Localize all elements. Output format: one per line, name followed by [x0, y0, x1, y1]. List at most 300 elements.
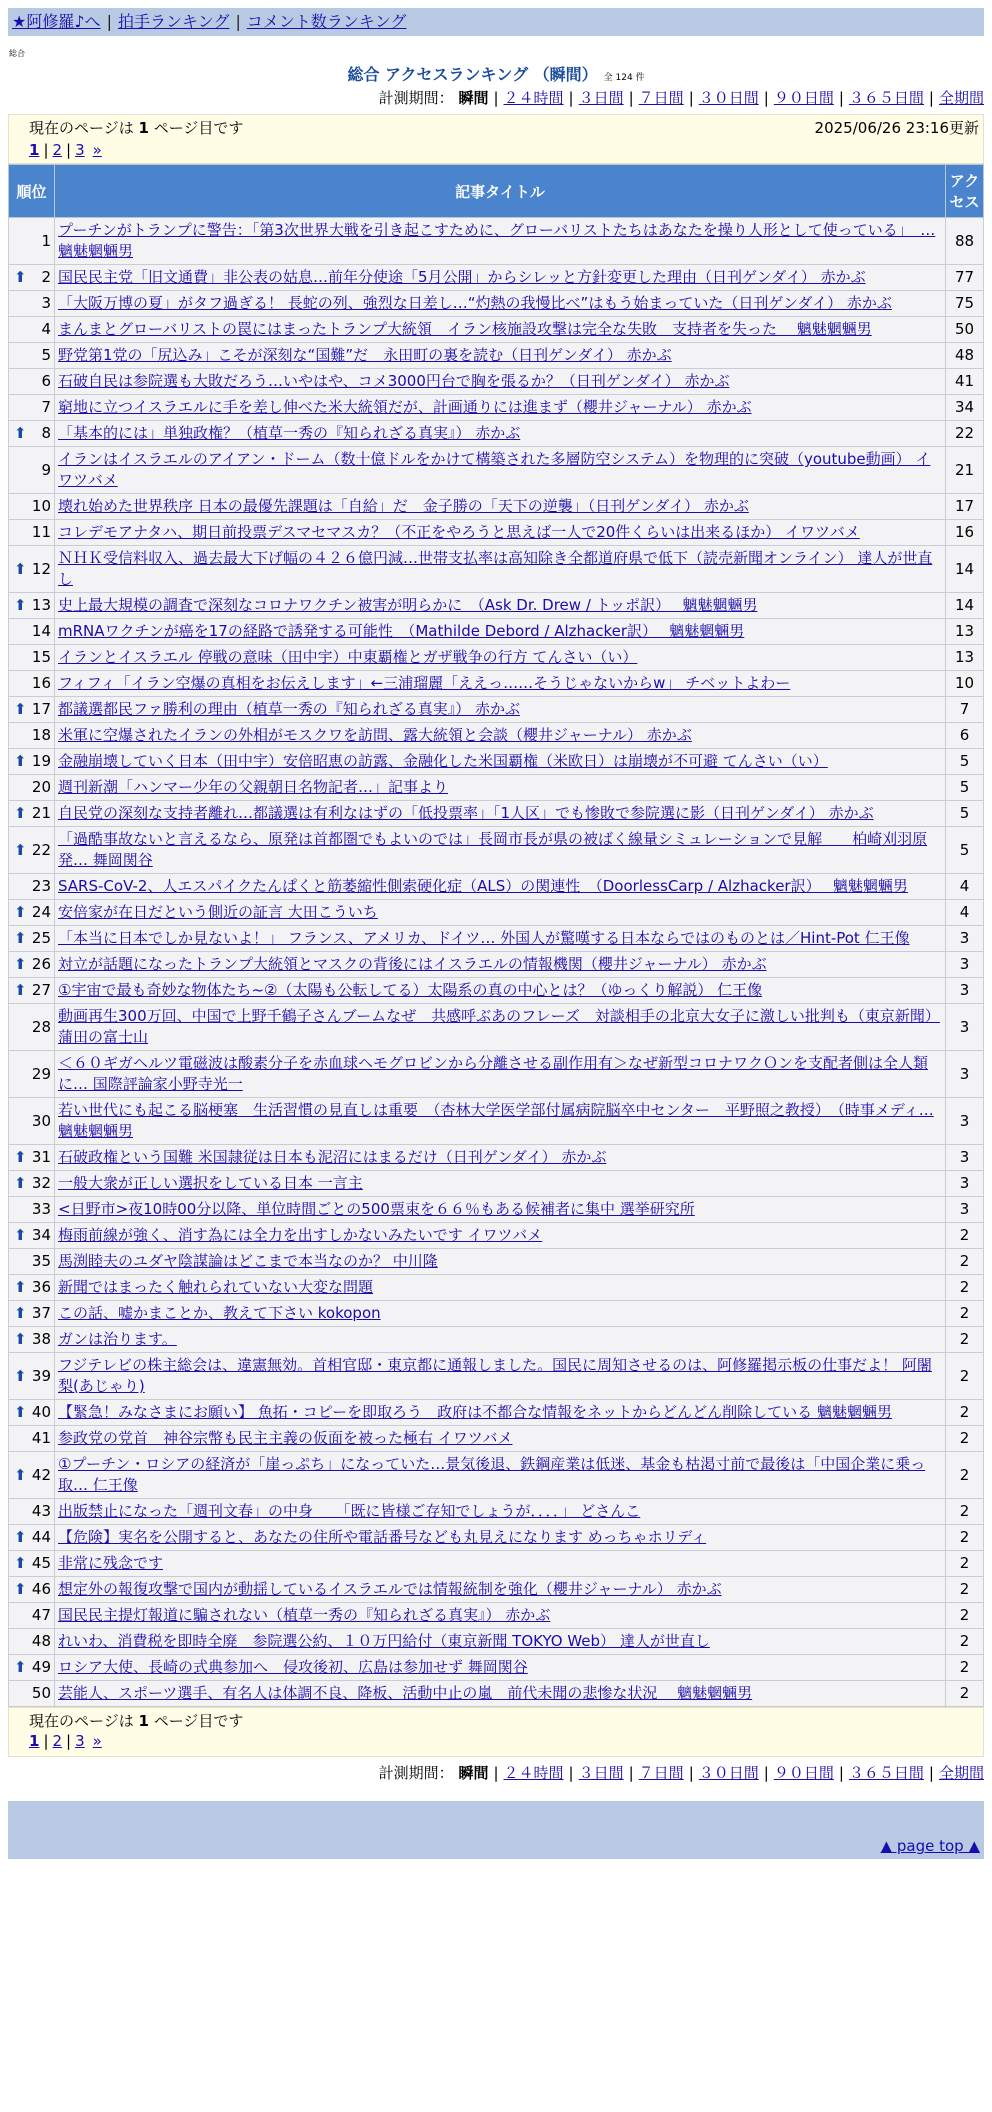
up-arrow-icon: ⬆ [14, 1465, 27, 1484]
article-link[interactable]: 米軍に空爆されたイランの外相がモスクワを訪問、露大統領と会談（櫻井ジャーナル） 赤かぶ [58, 726, 692, 744]
period-option[interactable]: ９０日間 [773, 1764, 834, 1782]
title-cell [55, 1098, 946, 1145]
article-link[interactable]: 若い世代にも起こる脳梗塞 生活習慣の見直しは重要 （杏林大学医学部付属病院脳卒中センター 平野照之教授） （時事メディ… 魑魅魍魎男 [58, 1101, 934, 1140]
rank-cell [9, 317, 55, 343]
rank-number: 13 [31, 596, 51, 614]
rank-number: 27 [31, 981, 51, 999]
access-count: 13 [946, 645, 984, 671]
category-tag: 総合 [9, 49, 25, 58]
rank-cell [9, 1171, 55, 1197]
article-link[interactable]: 「過酷事故ないと言えるなら、原発は首都圏でもよいのでは」長岡市長が県の被ばく線量シミュレーションで見解 柏崎刈羽原発… 舞岡関谷 [58, 830, 928, 869]
period-option[interactable]: ３６５日間 [848, 1764, 924, 1782]
access-count: 34 [946, 395, 984, 421]
period-separator: | [928, 1764, 934, 1782]
ranking-row [9, 1249, 984, 1275]
access-count: 14 [946, 593, 984, 619]
rank-cell [9, 1655, 55, 1681]
title-cell [55, 1051, 946, 1098]
period-label: 計測期間： [378, 89, 454, 107]
access-count: 2 [946, 1249, 984, 1275]
title-cell [55, 1327, 946, 1353]
ranking-row [9, 395, 984, 421]
page-info-text: 現在のページは 1 ページ目です [29, 119, 244, 137]
article-link[interactable]: 馬渕睦夫のユダヤ陰謀論はどこまで本当なのか？ 中川隆 [58, 1252, 438, 1270]
access-count: 3 [946, 1098, 984, 1145]
rank-cell [9, 1577, 55, 1603]
rank-cell [9, 520, 55, 546]
rank-number: 20 [31, 778, 51, 796]
access-count: 14 [946, 546, 984, 593]
title-cell [55, 1145, 946, 1171]
ranking-row [9, 494, 984, 520]
period-option[interactable]: ３６５日間 [848, 89, 924, 107]
ranking-row [9, 1452, 984, 1499]
rank-number: 49 [31, 1658, 51, 1676]
period-option[interactable]: ７日間 [638, 89, 684, 107]
rank-cell [9, 697, 55, 723]
up-arrow-icon: ⬆ [14, 981, 27, 999]
rank-cell [9, 645, 55, 671]
up-arrow-icon: ⬆ [14, 1330, 27, 1348]
article-link[interactable]: 参政党の党首 神谷宗幣も民主主義の仮面を被った極右 イワツバメ [58, 1429, 513, 1447]
article-link[interactable]: 石破政権という国難 米国隷従は日本も泥沼にはまるだけ（日刊ゲンダイ） 赤かぶ [58, 1148, 607, 1166]
rank-number: 30 [31, 1111, 51, 1130]
rank-number: 36 [31, 1278, 51, 1296]
rank-number: 14 [31, 622, 51, 640]
title-cell [55, 343, 946, 369]
access-count: 4 [946, 874, 984, 900]
article-link[interactable]: 一般大衆が正しい選択をしている日本 一言主 [58, 1174, 363, 1192]
page-link-1[interactable]: 1 [29, 141, 40, 159]
ranking-row [9, 1197, 984, 1223]
access-count: 2 [946, 1681, 984, 1707]
rank-number: 7 [41, 398, 51, 416]
rank-number: 37 [31, 1304, 51, 1322]
period-option: 瞬間 [458, 89, 489, 107]
article-link[interactable]: 対立が話題になったトランプ大統領とマスクの背後にはイスラエルの情報機関（櫻井ジャーナル） 赤かぶ [58, 955, 767, 973]
ranking-row [9, 978, 984, 1004]
rank-cell [9, 671, 55, 697]
article-link[interactable]: mRNAワクチンが癌を17の経路で誘発する可能性 （Mathilde Debord / Alzhacker訳） 魑魅魍魎男 [58, 622, 745, 640]
access-count: 2 [946, 1603, 984, 1629]
updated-timestamp: 2025/06/26 23:16更新 [814, 119, 979, 137]
rank-cell [9, 494, 55, 520]
period-separator: | [628, 1764, 634, 1782]
rank-number: 46 [31, 1580, 51, 1598]
rank-cell [9, 1426, 55, 1452]
title-cell [55, 1223, 946, 1249]
title-cell [55, 494, 946, 520]
rank-cell [9, 1301, 55, 1327]
article-link[interactable]: 安倍家が在日だという側近の証言 大田こういち [58, 903, 378, 921]
period-option[interactable]: ９０日間 [773, 89, 834, 107]
rank-number: 50 [31, 1684, 51, 1702]
article-link[interactable]: ①プーチン・ロシアの経済が「崖っぷち」になっていた…景気後退、鉄鋼産業は低迷、基金も枯渇寸前で最後は「中国企業に乗っ取… 仁王像 [58, 1455, 926, 1494]
title-cell [55, 1551, 946, 1577]
ranking-row [9, 447, 984, 494]
ranking-row [9, 1577, 984, 1603]
ranking-row [9, 546, 984, 593]
rank-number: 48 [31, 1632, 51, 1650]
ranking-row [9, 1223, 984, 1249]
pager-top: 1 | 2 | 3 » [29, 141, 102, 159]
access-count: 2 [946, 1223, 984, 1249]
access-count: 13 [946, 619, 984, 645]
ranking-row [9, 291, 984, 317]
article-link[interactable]: 都議選都民ファ勝利の理由（植草一秀の『知られざる真実』） 赤かぶ [58, 700, 520, 718]
ranking-row [9, 1145, 984, 1171]
rank-number: 25 [31, 929, 51, 947]
rank-cell [9, 546, 55, 593]
article-link[interactable]: この話、嘘かまことか、教えて下さい kokopon [58, 1304, 381, 1322]
article-link[interactable]: 芸能人、スポーツ選手、有名人は体調不良、降板、活動中止の嵐 前代未聞の悲惨な状況 魑魅魍魎男 [58, 1684, 753, 1702]
ranking-row [9, 1499, 984, 1525]
period-separator: | [838, 1764, 844, 1782]
article-link[interactable]: ＮＨＫ受信料収入、過去最大下げ幅の４２６億円減…世帯支払率は高知除き全都道府県で低下（読売新聞オンライン） 達人が世直し [58, 549, 933, 588]
access-count: 2 [946, 1577, 984, 1603]
rank-number: 44 [31, 1528, 51, 1546]
article-link[interactable]: 【危険】実名を公開すると、あなたの住所や電話番号なども丸見えになります めっちゃホリディ [58, 1528, 707, 1546]
rank-number: 28 [31, 1017, 51, 1036]
article-link[interactable]: 「基本的には」単独政権？（植草一秀の『知られざる真実』） 赤かぶ [58, 424, 521, 442]
next-page-link[interactable]: » [92, 1732, 102, 1750]
rank-number: 18 [31, 726, 51, 744]
rank-cell [9, 801, 55, 827]
title-cell [55, 900, 946, 926]
period-separator: | [688, 1764, 694, 1782]
period-separator: | [838, 89, 844, 107]
access-header: アクセス [946, 165, 984, 218]
ranking-row [9, 1171, 984, 1197]
access-count: 2 [946, 1426, 984, 1452]
article-link[interactable]: ①宇宙で最も奇妙な物体たち~②（太陽も公転してる）太陽系の真の中心とは？（ゆっくり解説） 仁王像 [58, 981, 763, 999]
article-link[interactable]: 石破自民は参院選も大敗だろう…いやはや、コメ3000円台で胸を張るか？（日刊ゲンダイ） 赤かぶ [58, 372, 730, 390]
rank-number: 47 [31, 1606, 51, 1624]
up-arrow-icon: ⬆ [14, 1304, 27, 1322]
title-cell [55, 1603, 946, 1629]
rank-number: 8 [41, 424, 51, 442]
rank-number: 1 [41, 231, 51, 250]
access-count: 4 [946, 900, 984, 926]
article-link[interactable]: 【緊急！みなさまにお願い】 魚拓・コピーを即取ろう 政府は不都合な情報をネットからどんどん削除している 魑魅魍魎男 [58, 1403, 892, 1421]
page-info-bottom [8, 1707, 984, 1757]
period-option[interactable]: ３０日間 [698, 1764, 759, 1782]
rank-number: 6 [41, 372, 51, 390]
ranking-table [8, 164, 984, 1707]
page-link-3[interactable]: 3 [75, 141, 85, 159]
rank-cell [9, 1145, 55, 1171]
rank-cell [9, 1051, 55, 1098]
pager-bottom: 1 | 2 | 3 » [29, 1732, 102, 1750]
ranking-row [9, 593, 984, 619]
page-top-bar [8, 1833, 984, 1859]
ranking-row [9, 1629, 984, 1655]
up-arrow-icon: ⬆ [14, 840, 27, 859]
up-arrow-icon: ⬆ [14, 804, 27, 822]
ranking-row [9, 827, 984, 874]
rank-cell [9, 421, 55, 447]
rank-cell [9, 900, 55, 926]
period-option[interactable]: ２４時間 [503, 1764, 564, 1782]
title-cell [55, 520, 946, 546]
page-top-link[interactable]: ▲ page top ▲ [880, 1837, 980, 1855]
access-count: 3 [946, 952, 984, 978]
page-link-3[interactable]: 3 [75, 1732, 85, 1750]
title-cell [55, 952, 946, 978]
article-link[interactable]: 国民民主党「旧文通費」非公表の姑息…前年分使途「5月公開」からシレッと方針変更した理由（日刊ゲンダイ） 赤かぶ [58, 268, 866, 286]
ranking-row [9, 1353, 984, 1400]
access-count: 88 [946, 218, 984, 265]
ranking-row [9, 1551, 984, 1577]
period-option: 瞬間 [458, 1764, 489, 1782]
article-link[interactable]: 壊れ始めた世界秩序 日本の最優先課題は「自給」だ 金子勝の「天下の逆襲」（日刊ゲンダイ） 赤かぶ [58, 497, 749, 515]
rank-number: 2 [41, 268, 51, 286]
up-arrow-icon: ⬆ [14, 929, 27, 947]
title-cell [55, 1301, 946, 1327]
up-arrow-icon: ⬆ [14, 1174, 27, 1192]
article-link[interactable]: ガンは治ります。 [58, 1330, 177, 1348]
rank-cell [9, 978, 55, 1004]
rank-cell [9, 874, 55, 900]
article-link[interactable]: 「大阪万博の夏」がタフ過ぎる！ 長蛇の列、強烈な日差し…“灼熱の我慢比べ”はもう始まっていた（日刊ゲンダイ） 赤かぶ [58, 294, 892, 312]
access-count: 50 [946, 317, 984, 343]
page-link-1[interactable]: 1 [29, 1732, 40, 1750]
title-cell [55, 1577, 946, 1603]
title-cell [55, 827, 946, 874]
access-count: 5 [946, 775, 984, 801]
article-link[interactable]: 梅雨前線が強く、消す為には全力を出すしかないみたいです イワツバメ [58, 1226, 543, 1244]
article-link[interactable]: イランはイスラエルのアイアン・ドーム（数十億ドルをかけて構築された多層防空システム）を物理的に突破（youtube動画） イワツバメ [58, 450, 931, 489]
period-separator: | [568, 1764, 574, 1782]
footer-bar [8, 1801, 984, 1833]
article-link[interactable]: プーチンがトランプに警告：「第3次世界大戦を引き起こすために、グローバリストたちはあなたを操り人形として使っている」 … 魑魅魍魎男 [58, 221, 936, 260]
rank-number: 17 [31, 700, 51, 718]
period-option[interactable]: 全期間 [938, 1764, 984, 1782]
article-link[interactable]: 国民民主提灯報道に騙されない（植草一秀の『知られざる真実』） 赤かぶ [58, 1606, 551, 1624]
title-cell [55, 218, 946, 265]
title-cell [55, 645, 946, 671]
up-arrow-icon: ⬆ [14, 559, 27, 578]
title-cell [55, 1426, 946, 1452]
article-link[interactable]: 非常に残念です [58, 1554, 164, 1572]
access-count: 5 [946, 801, 984, 827]
rank-cell [9, 926, 55, 952]
period-option[interactable]: ３０日間 [698, 89, 759, 107]
period-option[interactable]: 全期間 [938, 89, 984, 107]
article-link[interactable]: 新聞ではまったく触れられていない大変な問題 [58, 1278, 374, 1296]
period-option[interactable]: ７日間 [638, 1764, 684, 1782]
title-cell [55, 1681, 946, 1707]
ranking-row [9, 723, 984, 749]
rank-cell [9, 1223, 55, 1249]
access-count: 2 [946, 1452, 984, 1499]
rank-number: 21 [31, 804, 51, 822]
rank-number: 38 [31, 1330, 51, 1348]
ranking-row [9, 520, 984, 546]
article-link[interactable]: 動画再生300万回、中国で上野千鶴子さんブームなぜ 共感呼ぶあのフレーズ 対談相手の北京大女子に激しい批判も（東京新聞） 蒲田の富士山 [58, 1007, 940, 1046]
access-count: 7 [946, 697, 984, 723]
access-count: 6 [946, 723, 984, 749]
title-cell [55, 1499, 946, 1525]
title-cell [55, 265, 946, 291]
up-arrow-icon: ⬆ [14, 424, 27, 442]
rank-cell [9, 619, 55, 645]
period-separator: | [493, 1764, 499, 1782]
access-count: 2 [946, 1353, 984, 1400]
title-cell [55, 546, 946, 593]
period-option[interactable]: ３日間 [578, 1764, 624, 1782]
rank-cell [9, 1603, 55, 1629]
article-link[interactable]: 出版禁止になった「週刊文春」の中身 「既に皆様ご存知でしょうが．．．．」 どさんこ [58, 1502, 641, 1520]
ranking-row [9, 1301, 984, 1327]
nav-separator: | [235, 12, 241, 31]
article-link[interactable]: フィフィ「イラン空爆の真相をお伝えします」←三浦瑠麗「ええっ……そうじゃないからw」 チベットよわー [58, 674, 791, 692]
rank-number: 3 [41, 294, 51, 312]
up-arrow-icon: ⬆ [14, 1403, 27, 1421]
access-count: 2 [946, 1275, 984, 1301]
title-cell [55, 291, 946, 317]
ranking-row [9, 1004, 984, 1051]
title-cell [55, 749, 946, 775]
rank-number: 16 [31, 674, 51, 692]
ranking-row [9, 619, 984, 645]
access-count: 5 [946, 827, 984, 874]
title-header: 記事タイトル [55, 165, 946, 218]
article-link[interactable]: 週刊新潮「ハンマー少年の父親朝日名物記者…」記事より [58, 778, 449, 796]
access-count: 3 [946, 1145, 984, 1171]
up-arrow-icon: ⬆ [14, 1148, 27, 1166]
rank-cell [9, 1275, 55, 1301]
rank-cell [9, 593, 55, 619]
access-count: 41 [946, 369, 984, 395]
rank-cell [9, 1551, 55, 1577]
up-arrow-icon: ⬆ [14, 596, 27, 614]
title-cell [55, 775, 946, 801]
access-count: 2 [946, 1551, 984, 1577]
article-link[interactable]: フジテレビの株主総会は、違憲無効。首相官邸・東京都に通報しました。国民に周知させるのは、阿修羅掲示板の仕事だよ！ 阿闍梨(あじゃり) [58, 1356, 932, 1395]
title-cell [55, 671, 946, 697]
comment-ranking-link[interactable]: コメント数ランキング [246, 12, 407, 31]
article-link[interactable]: 金融崩壊していく日本（田中宇）安倍昭恵の訪露、金融化した米国覇権（米欧日）は崩壊が不可避 てんさい（い） [58, 752, 828, 770]
rank-number: 11 [31, 523, 51, 541]
total-count: 全 124 件 [603, 73, 645, 83]
ranking-row [9, 1681, 984, 1707]
up-arrow-icon: ⬆ [14, 1226, 27, 1244]
nav-separator: | [106, 12, 112, 31]
page-link-2[interactable]: 2 [52, 141, 63, 159]
period-option[interactable]: ３日間 [578, 89, 624, 107]
rank-cell [9, 723, 55, 749]
applause-ranking-link[interactable]: 拍手ランキング [117, 12, 230, 31]
article-link[interactable]: れいわ、消費税を即時全廃 参院選公約、１０万円給付（東京新聞 TOKYO Web） 達人が世直し [58, 1632, 710, 1650]
period-separator: | [568, 89, 574, 107]
rank-cell [9, 775, 55, 801]
up-arrow-icon: ⬆ [14, 752, 27, 770]
ranking-row [9, 1426, 984, 1452]
rank-cell [9, 1327, 55, 1353]
title-cell [55, 1400, 946, 1426]
article-link[interactable]: 史上最大規模の調査で深刻なコロナワクチン被害が明らかに （Ask Dr. Drew / トッポ訳） 魑魅魍魎男 [58, 596, 758, 614]
period-separator: | [688, 89, 694, 107]
rank-number: 32 [31, 1174, 51, 1192]
rank-cell [9, 218, 55, 265]
access-count: 16 [946, 520, 984, 546]
title-cell [55, 1629, 946, 1655]
rank-cell [9, 369, 55, 395]
rank-cell [9, 1499, 55, 1525]
page-link-2[interactable]: 2 [52, 1732, 63, 1750]
rank-number: 10 [31, 497, 51, 515]
article-link[interactable]: ロシア大使、長崎の式典参加へ 侵攻後初、広島は参加せず 舞岡関谷 [58, 1658, 528, 1676]
title-cell [55, 1171, 946, 1197]
ranking-row [9, 1098, 984, 1145]
title-cell [55, 801, 946, 827]
ranking-row [9, 900, 984, 926]
rank-header: 順位 [9, 165, 55, 218]
ranking-row [9, 1275, 984, 1301]
access-count: 2 [946, 1327, 984, 1353]
access-count: 17 [946, 494, 984, 520]
rank-number: 15 [31, 648, 51, 666]
article-link[interactable]: ＜６０ギガヘルツ電磁波は酸素分子を赤血球ヘモグロビンから分離させる副作用有＞なぜ新型コロナワクＯンを支配者側は全人類に… 国際評論家小野寺光一 [58, 1054, 929, 1093]
rank-cell [9, 1525, 55, 1551]
rank-number: 31 [31, 1148, 51, 1166]
period-option[interactable]: ２４時間 [503, 89, 564, 107]
title-cell [55, 874, 946, 900]
access-count: 21 [946, 447, 984, 494]
article-link[interactable]: コレデモアナタハ、期日前投票デスマセマスカ？（不正をやろうと思えば一人で20件くらいは出来るほか） イワツバメ [58, 523, 860, 541]
article-link[interactable]: <日野市>夜10時00分以降、単位時間ごとの500票束を６６％もある候補者に集中 選挙研究所 [58, 1200, 695, 1218]
article-link[interactable]: 窮地に立つイスラエルに手を差し伸べた米大統領だが、計画通りには進まず（櫻井ジャーナル） 赤かぶ [58, 398, 752, 416]
article-link[interactable]: まんまとグローバリストの罠にはまったトランプ大統領 イラン核施設攻撃は完全な失敗 支持者を失った 魑魅魍魎男 [58, 320, 872, 338]
rank-number: 34 [31, 1226, 51, 1244]
period-separator: | [493, 89, 499, 107]
rank-number: 33 [31, 1200, 51, 1218]
rank-number: 39 [31, 1366, 51, 1385]
rank-cell [9, 827, 55, 874]
title-cell [55, 1249, 946, 1275]
article-link[interactable]: イランとイスラエル 停戦の意味（田中宇）中東覇権とガザ戦争の行方 てんさい（い） [58, 648, 638, 666]
article-link[interactable]: SARS-CoV-2、人エスパイクたんぱくと筋萎縮性側索硬化症（ALS）の関連性 （DoorlessCarp / Alzhacker訳） 魑魅魍魎男 [58, 877, 908, 895]
rank-number: 40 [31, 1403, 51, 1421]
period-label: 計測期間： [378, 1764, 454, 1782]
asyura-home-link[interactable]: ★阿修羅♪へ [12, 12, 101, 31]
rank-number: 4 [41, 320, 51, 338]
rank-number: 42 [31, 1465, 51, 1484]
ranking-row [9, 1400, 984, 1426]
access-count: 75 [946, 291, 984, 317]
title-cell [55, 723, 946, 749]
up-arrow-icon: ⬆ [14, 1554, 27, 1572]
up-arrow-icon: ⬆ [14, 1528, 27, 1546]
rank-cell [9, 1004, 55, 1051]
period-separator: | [628, 89, 634, 107]
period-separator: | [928, 89, 934, 107]
article-link[interactable]: 野党第1党の「尻込み」こそが深刻な“国難”だ 永田町の裏を読む（日刊ゲンダイ） 赤かぶ [58, 346, 672, 364]
ranking-row [9, 369, 984, 395]
up-arrow-icon: ⬆ [14, 903, 27, 921]
article-link[interactable]: 想定外の報復攻撃で国内が動揺しているイスラエルでは情報統制を強化（櫻井ジャーナル） 赤かぶ [58, 1580, 722, 1598]
rank-cell [9, 343, 55, 369]
access-count: 2 [946, 1629, 984, 1655]
article-link[interactable]: 自民党の深刻な支持者離れ…都議選は有利なはずの「低投票率」「1人区」でも惨敗で参院選に影（日刊ゲンダイ） 赤かぶ [58, 804, 874, 822]
period-selector-top [8, 88, 984, 108]
access-count: 3 [946, 1197, 984, 1223]
next-page-link[interactable]: » [92, 141, 102, 159]
article-link[interactable]: 「本当に日本でしか見ないよ！」 フランス、アメリカ、ドイツ… 外国人が驚嘆する日本ならではのものとは／Hint-Pot 仁王像 [58, 929, 910, 947]
ranking-row [9, 421, 984, 447]
access-count: 2 [946, 1301, 984, 1327]
